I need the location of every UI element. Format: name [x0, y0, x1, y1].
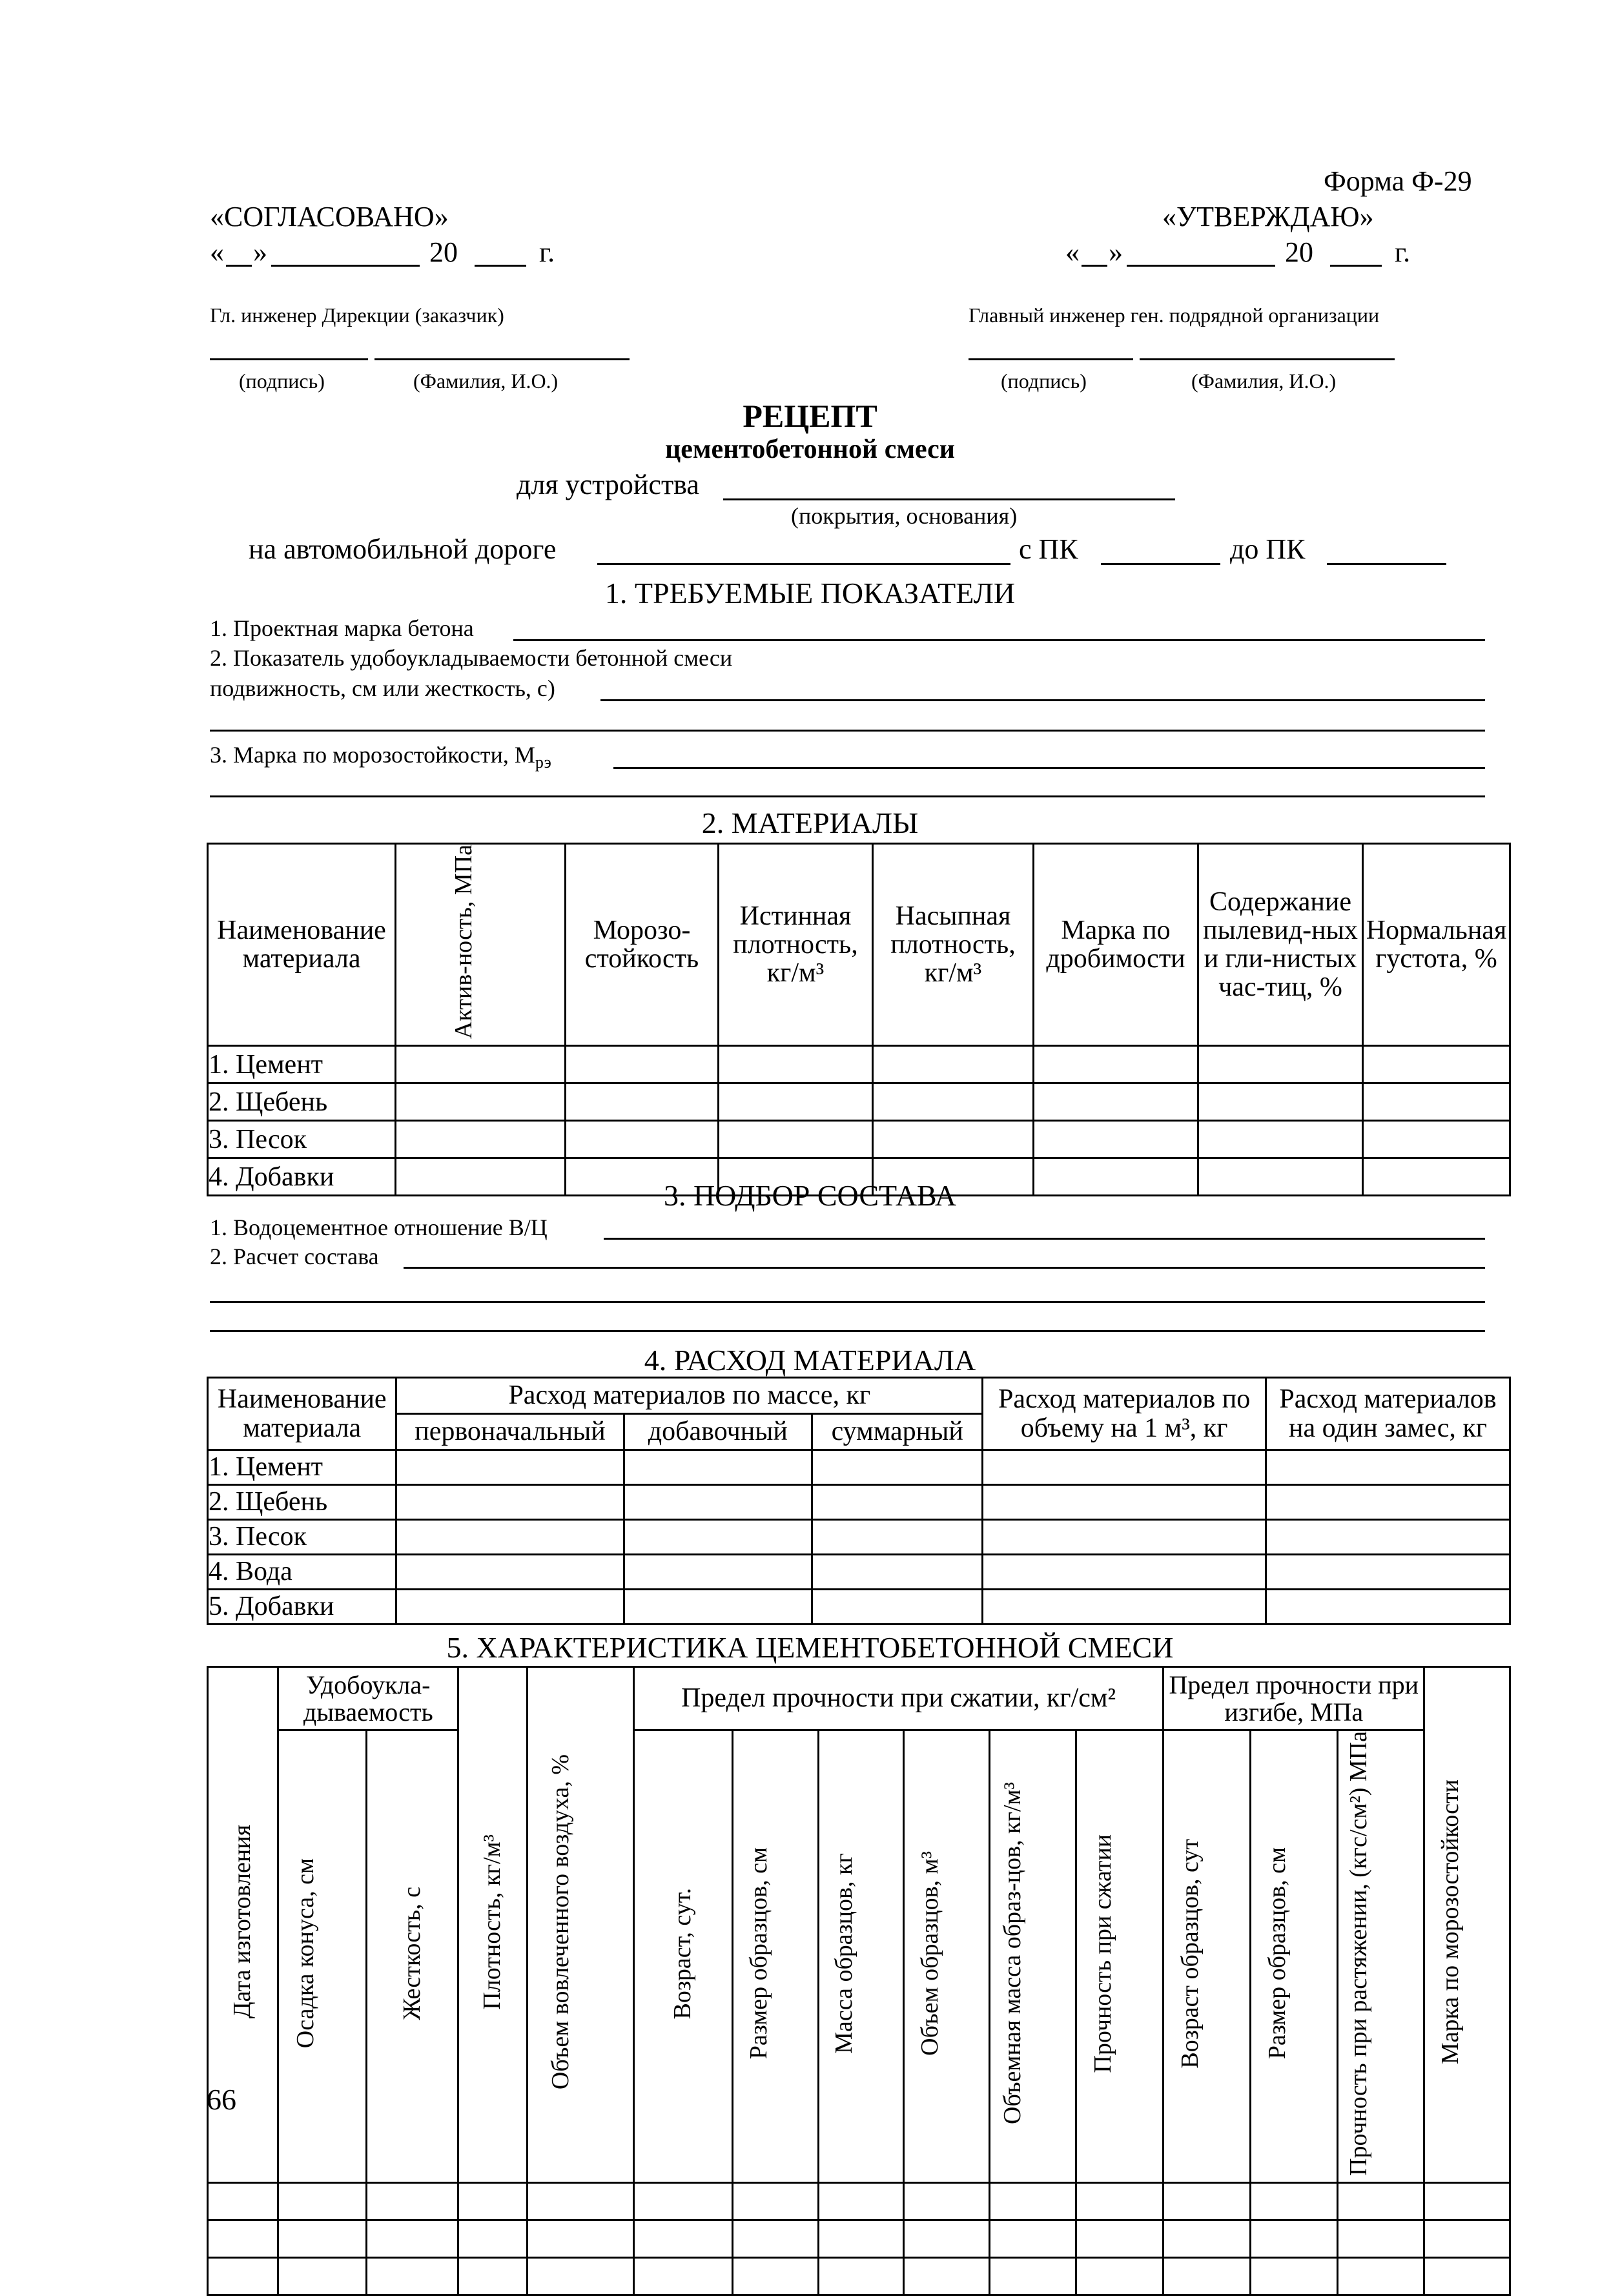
- col-mass: Расход материалов по массе, кг: [396, 1378, 983, 1414]
- right-name-line[interactable]: [1140, 358, 1395, 360]
- right-name-caption: (Фамилия, И.О.): [1191, 369, 1337, 393]
- col-bend-size-label: Размер образцов, см: [1263, 1847, 1291, 2060]
- col-initial: первоначальный: [396, 1414, 624, 1450]
- left-day-line[interactable]: [226, 265, 252, 267]
- cell[interactable]: [818, 2183, 903, 2220]
- row-label: 1. Цемент: [208, 1450, 396, 1485]
- cell[interactable]: [1164, 2183, 1251, 2220]
- right-year-prefix: 20: [1285, 236, 1313, 268]
- from-pk-label: с ПК: [1019, 533, 1078, 565]
- cell[interactable]: [278, 2220, 367, 2258]
- cell[interactable]: [989, 2220, 1076, 2258]
- col-sample-volume-label: Объем образцов, м³: [916, 1851, 943, 2056]
- cell[interactable]: [983, 1485, 1266, 1520]
- cell[interactable]: [873, 1046, 1034, 1083]
- s3-extra-line-2[interactable]: [210, 1330, 1485, 1332]
- to-pk-label: до ПК: [1230, 533, 1306, 565]
- col-age: [634, 1730, 733, 2183]
- cell[interactable]: [208, 2220, 278, 2258]
- cell[interactable]: [1337, 2183, 1424, 2220]
- row-label: 3. Песок: [208, 1520, 396, 1555]
- col-name: Наименование материала: [208, 1378, 396, 1450]
- consumption-row: [208, 1555, 1510, 1590]
- row-label: 2. Щебень: [208, 1083, 396, 1121]
- col-additional: добавочный: [624, 1414, 812, 1450]
- s3-item1-line[interactable]: [604, 1238, 1485, 1240]
- col-date-label: Дата изготовления: [229, 1825, 256, 2019]
- col-material-name: Наименование материала: [208, 844, 396, 1046]
- row-label: 2. Щебень: [208, 1485, 396, 1520]
- col-sample-size: [733, 1730, 818, 2183]
- cell[interactable]: [624, 1520, 812, 1555]
- col-compress: Предел прочности при сжатии, кг/см²: [634, 1667, 1164, 1730]
- cell[interactable]: [566, 1083, 719, 1121]
- materials-header-row: [208, 844, 1510, 1046]
- cell[interactable]: [396, 1450, 624, 1485]
- consumption-header-row: [208, 1378, 1510, 1414]
- cell[interactable]: [733, 2183, 818, 2220]
- col-frost-grade-label: Марка по морозостойкости: [1437, 1779, 1464, 2065]
- s1-extra-line[interactable]: [210, 730, 1485, 732]
- consumption-row: [208, 1590, 1510, 1625]
- cell[interactable]: [1424, 2183, 1510, 2220]
- col-bend-age: [1164, 1730, 1251, 2183]
- consumption-row: [208, 1450, 1510, 1485]
- cell[interactable]: [396, 1485, 624, 1520]
- s3-extra-line[interactable]: [210, 1301, 1485, 1303]
- col-stiffness: [367, 1730, 458, 2183]
- col-activity: [396, 844, 566, 1046]
- cell[interactable]: [278, 2183, 367, 2220]
- cell[interactable]: [873, 1121, 1034, 1158]
- col-batch: Расход материалов на один замес, кг: [1266, 1378, 1510, 1450]
- col-total: суммарный: [812, 1414, 983, 1450]
- page-number: 66: [207, 2083, 236, 2116]
- section2-heading: 2. МАТЕРИАЛЫ: [701, 806, 919, 839]
- col-activity-label: Актив-ность, МПа: [450, 845, 477, 1040]
- cell[interactable]: [904, 2220, 989, 2258]
- cell[interactable]: [396, 1121, 566, 1158]
- doc-subtitle: цементобетонной смеси: [665, 435, 955, 464]
- cell[interactable]: [367, 2183, 458, 2220]
- cell[interactable]: [989, 2183, 1076, 2220]
- doc-title: РЕЦЕПТ: [743, 398, 877, 434]
- right-day-line[interactable]: [1082, 265, 1107, 267]
- col-bend-size: [1250, 1730, 1337, 2183]
- s3-item2-line[interactable]: [404, 1267, 1485, 1269]
- section4-heading: 4. РАСХОД МАТЕРИАЛА: [644, 1344, 976, 1377]
- char-header-row: [208, 1667, 1510, 1730]
- consumption-table: [207, 1377, 1511, 1625]
- cell[interactable]: [1034, 1121, 1198, 1158]
- cell[interactable]: [1076, 2183, 1164, 2220]
- s1-item3-sub: рэ: [535, 753, 551, 772]
- materials-row: [208, 1046, 1510, 1083]
- char-row: [208, 2220, 1510, 2258]
- cell[interactable]: [1337, 2220, 1424, 2258]
- consumption-row: [208, 1485, 1510, 1520]
- col-true-density: Истинная плотность, кг/м³: [719, 844, 873, 1046]
- from-pk-line[interactable]: [1101, 563, 1220, 565]
- cell[interactable]: [458, 2220, 528, 2258]
- col-stiffness-label: Жесткость, с: [398, 1887, 426, 2020]
- col-slump-label: Осадка конуса, см: [292, 1858, 320, 2049]
- cell[interactable]: [1198, 1083, 1363, 1121]
- cell[interactable]: [812, 1590, 983, 1625]
- cell[interactable]: [904, 2183, 989, 2220]
- device-hint: (покрытия, основания): [791, 503, 1018, 529]
- device-line[interactable]: [723, 498, 1175, 500]
- cell[interactable]: [396, 1083, 566, 1121]
- s1-item3-line[interactable]: [613, 767, 1485, 769]
- cell[interactable]: [634, 2183, 733, 2220]
- s1-item1-line[interactable]: [513, 639, 1485, 641]
- cell[interactable]: [812, 1555, 983, 1590]
- col-crushability: Марка по дробимости: [1034, 844, 1198, 1046]
- cell[interactable]: [396, 1555, 624, 1590]
- cell[interactable]: [396, 1520, 624, 1555]
- cell[interactable]: [983, 1520, 1266, 1555]
- char-subheader-row: [208, 1730, 1510, 2183]
- col-age-label: Возраст, сут.: [669, 1887, 697, 2020]
- col-density-label: Плотность, кг/м³: [478, 1834, 506, 2010]
- materials-table: [207, 843, 1511, 1196]
- cell[interactable]: [733, 2220, 818, 2258]
- cell[interactable]: [812, 1450, 983, 1485]
- cell[interactable]: [1266, 1590, 1510, 1625]
- cell[interactable]: [1164, 2220, 1251, 2258]
- section5-heading: 5. ХАРАКТЕРИСТИКА ЦЕМЕНТОБЕТОННОЙ СМЕСИ: [446, 1631, 1174, 1664]
- consumption-row: [208, 1520, 1510, 1555]
- left-signature-line[interactable]: [210, 358, 368, 360]
- cell[interactable]: [396, 1590, 624, 1625]
- row-label: 4. Добавки: [208, 1158, 396, 1196]
- cell[interactable]: [624, 1450, 812, 1485]
- cell[interactable]: [1250, 2220, 1337, 2258]
- materials-row: [208, 1083, 1510, 1121]
- cell[interactable]: [1198, 1121, 1363, 1158]
- cell[interactable]: [1363, 1121, 1510, 1158]
- cell[interactable]: [566, 1121, 719, 1158]
- s1-item2b: подвижность, см или жесткость, с): [210, 675, 555, 701]
- cell[interactable]: [719, 1121, 873, 1158]
- section3-heading: 3. ПОДБОР СОСТАВА: [663, 1179, 957, 1212]
- s1-item1: 1. Проектная марка бетона: [210, 615, 474, 641]
- s1-item3: [210, 741, 551, 772]
- cell[interactable]: [1266, 1485, 1510, 1520]
- col-sample-mass-label: Масса образцов, кг: [830, 1853, 858, 2054]
- materials-row: [208, 1121, 1510, 1158]
- cell[interactable]: [818, 2220, 903, 2258]
- cell[interactable]: [873, 1083, 1034, 1121]
- col-tensile-label: Прочность при растяжении, (кгс/см²) МПа: [1344, 1731, 1372, 2176]
- cell[interactable]: [1363, 1083, 1510, 1121]
- s1-item2-line[interactable]: [600, 699, 1485, 701]
- cell[interactable]: [208, 2183, 278, 2220]
- cell[interactable]: [367, 2220, 458, 2258]
- cell[interactable]: [1266, 1450, 1510, 1485]
- right-role: Главный инженер ген. подрядной организации: [969, 303, 1380, 327]
- right-date-close: »: [1109, 236, 1123, 268]
- cell[interactable]: [1250, 2183, 1337, 2220]
- s1-item2: 2. Показатель удобоукладываемости бетонной смеси: [210, 645, 733, 671]
- cell[interactable]: [528, 2220, 634, 2258]
- col-volume: Расход материалов по объему на 1 м³, кг: [983, 1378, 1266, 1450]
- col-bend-age-label: Возраст образцов, сут: [1176, 1838, 1204, 2069]
- left-name-caption: (Фамилия, И.О.): [413, 369, 559, 393]
- row-label: 5. Добавки: [208, 1590, 396, 1625]
- cell[interactable]: [624, 1590, 812, 1625]
- form-id: Форма Ф-29: [1324, 165, 1472, 197]
- left-year-prefix: 20: [429, 236, 458, 268]
- left-signature-caption: (подпись): [239, 369, 325, 393]
- approval-right-title: «УТВЕРЖДАЮ»: [1162, 201, 1374, 232]
- to-pk-line[interactable]: [1327, 563, 1446, 565]
- col-air-label: Объем вовлеченного воздуха, %: [547, 1754, 575, 2090]
- cell[interactable]: [634, 2220, 733, 2258]
- cell[interactable]: [983, 1590, 1266, 1625]
- cell[interactable]: [1034, 1083, 1198, 1121]
- cell[interactable]: [1266, 1520, 1510, 1555]
- row-label: 3. Песок: [208, 1121, 396, 1158]
- cell[interactable]: [983, 1555, 1266, 1590]
- cell[interactable]: [719, 1083, 873, 1121]
- for-device-label: для устройства: [517, 469, 699, 500]
- s3-item1: 1. Водоцементное отношение В/Ц: [210, 1215, 548, 1240]
- col-tensile: [1337, 1730, 1424, 2183]
- cell[interactable]: [1198, 1046, 1363, 1083]
- cell[interactable]: [528, 2183, 634, 2220]
- left-name-line[interactable]: [374, 358, 630, 360]
- cell[interactable]: [1076, 2220, 1164, 2258]
- s1-item3-text: 3. Марка по морозостойкости, М: [210, 742, 535, 768]
- col-air: [528, 1667, 634, 2183]
- col-compress-strength: [1076, 1730, 1164, 2183]
- cell[interactable]: [719, 1046, 873, 1083]
- row-label: 4. Вода: [208, 1555, 396, 1590]
- col-bulk-density: Насыпная плотность, кг/м³: [873, 844, 1034, 1046]
- right-year-suffix: г.: [1395, 236, 1411, 268]
- right-signature-line[interactable]: [969, 358, 1133, 360]
- char-row: [208, 2183, 1510, 2220]
- cell[interactable]: [624, 1555, 812, 1590]
- col-sample-volume: [904, 1730, 989, 2183]
- left-date-close: »: [253, 236, 267, 268]
- left-year-suffix: г.: [539, 236, 555, 268]
- col-compress-strength-label: Прочность при сжатии: [1089, 1834, 1117, 2073]
- col-bend: Предел прочности при изгибе, МПа: [1164, 1667, 1424, 1730]
- cell[interactable]: [1424, 2220, 1510, 2258]
- col-frost: Морозо-стойкость: [566, 844, 719, 1046]
- s3-item2: 2. Расчет состава: [210, 1244, 379, 1269]
- col-sample-mass: [818, 1730, 903, 2183]
- cell[interactable]: [812, 1520, 983, 1555]
- road-label: на автомобильной дороге: [249, 533, 557, 565]
- col-bulk-mass: [989, 1730, 1076, 2183]
- cell[interactable]: [1266, 1555, 1510, 1590]
- cell[interactable]: [1363, 1046, 1510, 1083]
- section1-heading: 1. ТРЕБУЕМЫЕ ПОКАЗАТЕЛИ: [604, 577, 1016, 610]
- cell[interactable]: [624, 1485, 812, 1520]
- right-signature-caption: (подпись): [1001, 369, 1087, 393]
- col-density: [458, 1667, 528, 2183]
- s1-extra-line-2[interactable]: [210, 795, 1485, 797]
- cell[interactable]: [1034, 1046, 1198, 1083]
- col-workability: Удобоукла-дываемость: [278, 1667, 458, 1730]
- cell[interactable]: [396, 1046, 566, 1083]
- cell[interactable]: [458, 2183, 528, 2220]
- col-slump: [278, 1730, 367, 2183]
- col-sample-size-label: Размер образцов, см: [744, 1847, 772, 2060]
- col-frost-grade: [1424, 1667, 1510, 2183]
- road-line[interactable]: [597, 563, 1010, 565]
- col-normal-density: Нормальная густота, %: [1363, 844, 1510, 1046]
- col-dust-content: Содержание пылевид-ных и гли-нистых час-тиц, %: [1198, 844, 1363, 1046]
- right-date-open: «: [1065, 236, 1080, 268]
- approval-left-title: «СОГЛАСОВАНО»: [210, 201, 449, 232]
- left-role: Гл. инженер Дирекции (заказчик): [210, 303, 504, 327]
- characteristics-table: [207, 1666, 1511, 2296]
- cell[interactable]: [812, 1485, 983, 1520]
- left-month-line[interactable]: [271, 265, 420, 267]
- right-month-line[interactable]: [1127, 265, 1275, 267]
- cell[interactable]: [566, 1046, 719, 1083]
- row-label: 1. Цемент: [208, 1046, 396, 1083]
- left-date-open: «: [210, 236, 224, 268]
- left-year-line[interactable]: [475, 265, 526, 267]
- right-year-line[interactable]: [1330, 265, 1382, 267]
- col-bulk-mass-label: Объемная масса образ-цов, кг/м³: [999, 1782, 1027, 2125]
- cell[interactable]: [983, 1450, 1266, 1485]
